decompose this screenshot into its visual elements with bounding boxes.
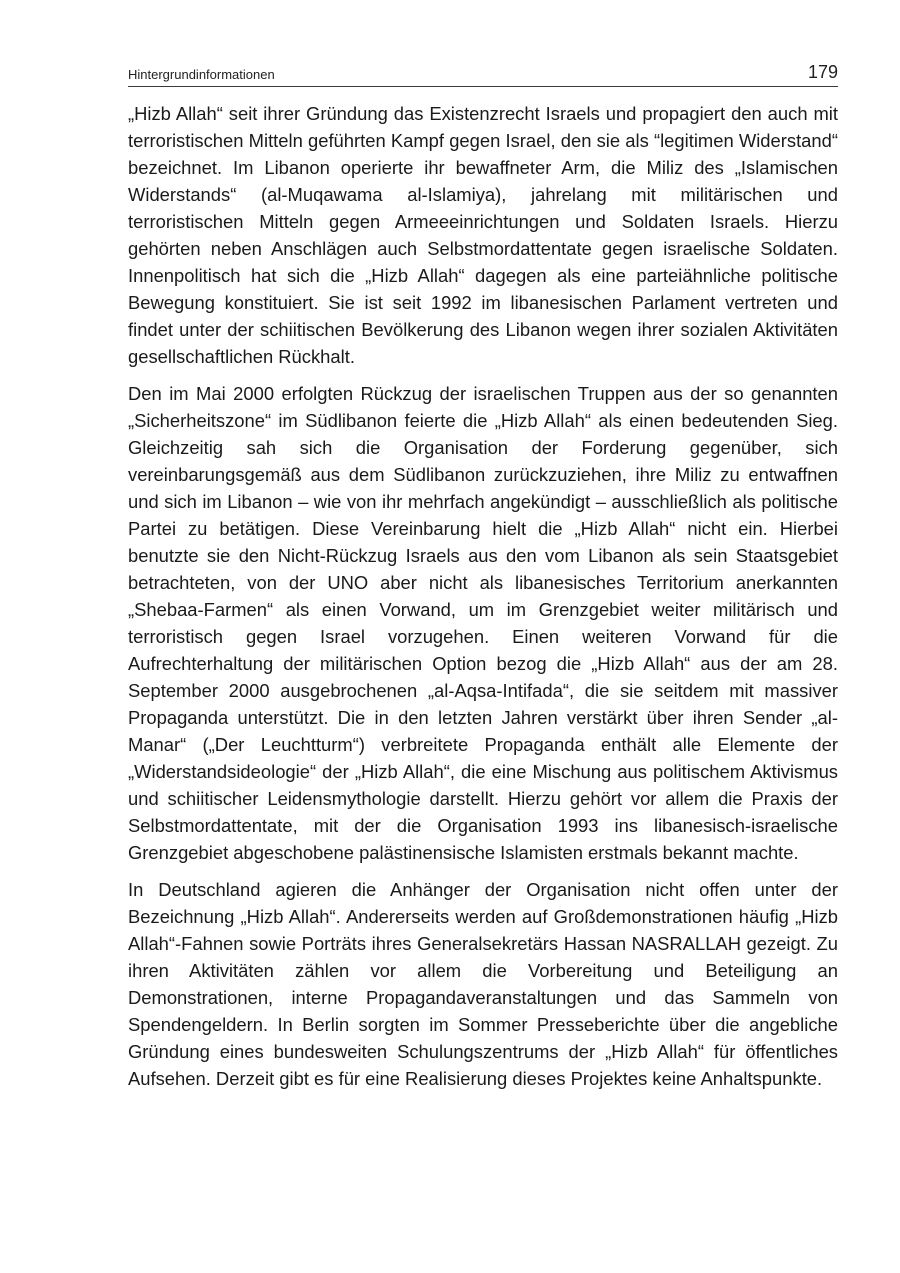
body-text xyxy=(128,100,838,1102)
paragraph-1: „Hizb Allah“ seit ihrer Gründung das Existenzrecht Israels und propagiert den auch mit terroristischen Mitteln geführten Kampf gegen Israel, den sie als “legitimen Widerstand“ bezeichnet. Im Libanon operierte ihr bewaffneter Arm, die Miliz des „Islamischen Widerstands“ (al-Muqawama al-Islamiya), jahrelang mit militärischen und terroristischen Mitteln gegen Armeeeinrichtungen und Soldaten Israels. Hierzu gehörten neben Anschlägen auch Selbstmordattentate gegen israelische Soldaten. Innenpolitisch hat sich die „Hizb Allah“ dagegen als eine parteiähnliche politische Bewegung konstituiert. Sie ist seit 1992 im libanesischen Parlament vertreten und findet unter der schiitischen Bevölkerung des Libanon wegen ihrer sozialen Aktivitäten gesellschaftlichen Rückhalt. xyxy=(128,103,838,367)
paragraph-3: In Deutschland agieren die Anhänger der Organisation nicht offen unter der Bezeichnung „Hizb Allah“. Andererseits werden auf Großdemonstrationen häufig „Hizb Allah“-Fahnen sowie Porträts ihres Generalsekretärs Hassan NASRALLAH gezeigt. Zu ihren Aktivitäten zählen vor allem die Vorbereitung und Beteiligung an Demonstrationen, interne Propagandaveranstaltungen und das Sammeln von Spendengeldern. In Berlin sorgten im Sommer Presseberichte über die angebliche Gründung eines bundesweiten Schulungszentrums der „Hizb Allah“ für öffentliches Aufsehen. Derzeit gibt es für eine Realisierung dieses Projektes keine Anhaltspunkte. xyxy=(128,879,838,1089)
page-number: 179 xyxy=(807,62,838,82)
header-title: Hintergrundinformationen xyxy=(128,67,275,82)
running-header xyxy=(128,62,838,87)
paragraph-2: Den im Mai 2000 erfolgten Rückzug der israelischen Truppen aus der so genannten „Sicherheitszone“ im Südlibanon feierte die „Hizb Allah“ als einen bedeutenden Sieg. Gleichzeitig sah sich die Organisation der Forderung gegenüber, sich vereinbarungsgemäß aus dem Südlibanon zurückzuziehen, ihre Miliz zu entwaffnen und sich im Libanon – wie von ihr mehrfach angekündigt – ausschließlich als politische Partei zu betätigen. Diese Vereinbarung hielt die „Hizb Allah“ nicht ein. Hierbei benutzte sie den Nicht-Rückzug Israels aus den vom Libanon als sein Staatsgebiet betrachteten, von der UNO aber nicht als libanesisches Territorium anerkannten „Shebaa-Farmen“ als einen Vorwand, um im Grenzgebiet weiter militärisch und terroristisch gegen Israel vorzugehen. Einen weiteren Vorwand für die Aufrechterhaltung der militärischen Option bezog die „Hizb Allah“ aus der am 28. September 2000 ausgebrochenen „al-Aqsa-Intifada“, die sie seitdem mit massiver Propaganda unterstützt. Die in den letzten Jahren verstärkt über ihren Sender „al-Manar“ („Der Leuchtturm“) verbreitete Propaganda enthält alle Elemente der „Widerstandsideologie“ der „Hizb Allah“, die eine Mischung aus politischem Aktivismus und schiitischer Leidensmythologie darstellt. Hierzu gehört vor allem die Praxis der Selbstmordattentate, mit der die Organisation 1993 ins libanesisch-israelische Grenzgebiet abgeschobene palästinensische Islamisten erstmals bekannt machte. xyxy=(128,383,838,863)
